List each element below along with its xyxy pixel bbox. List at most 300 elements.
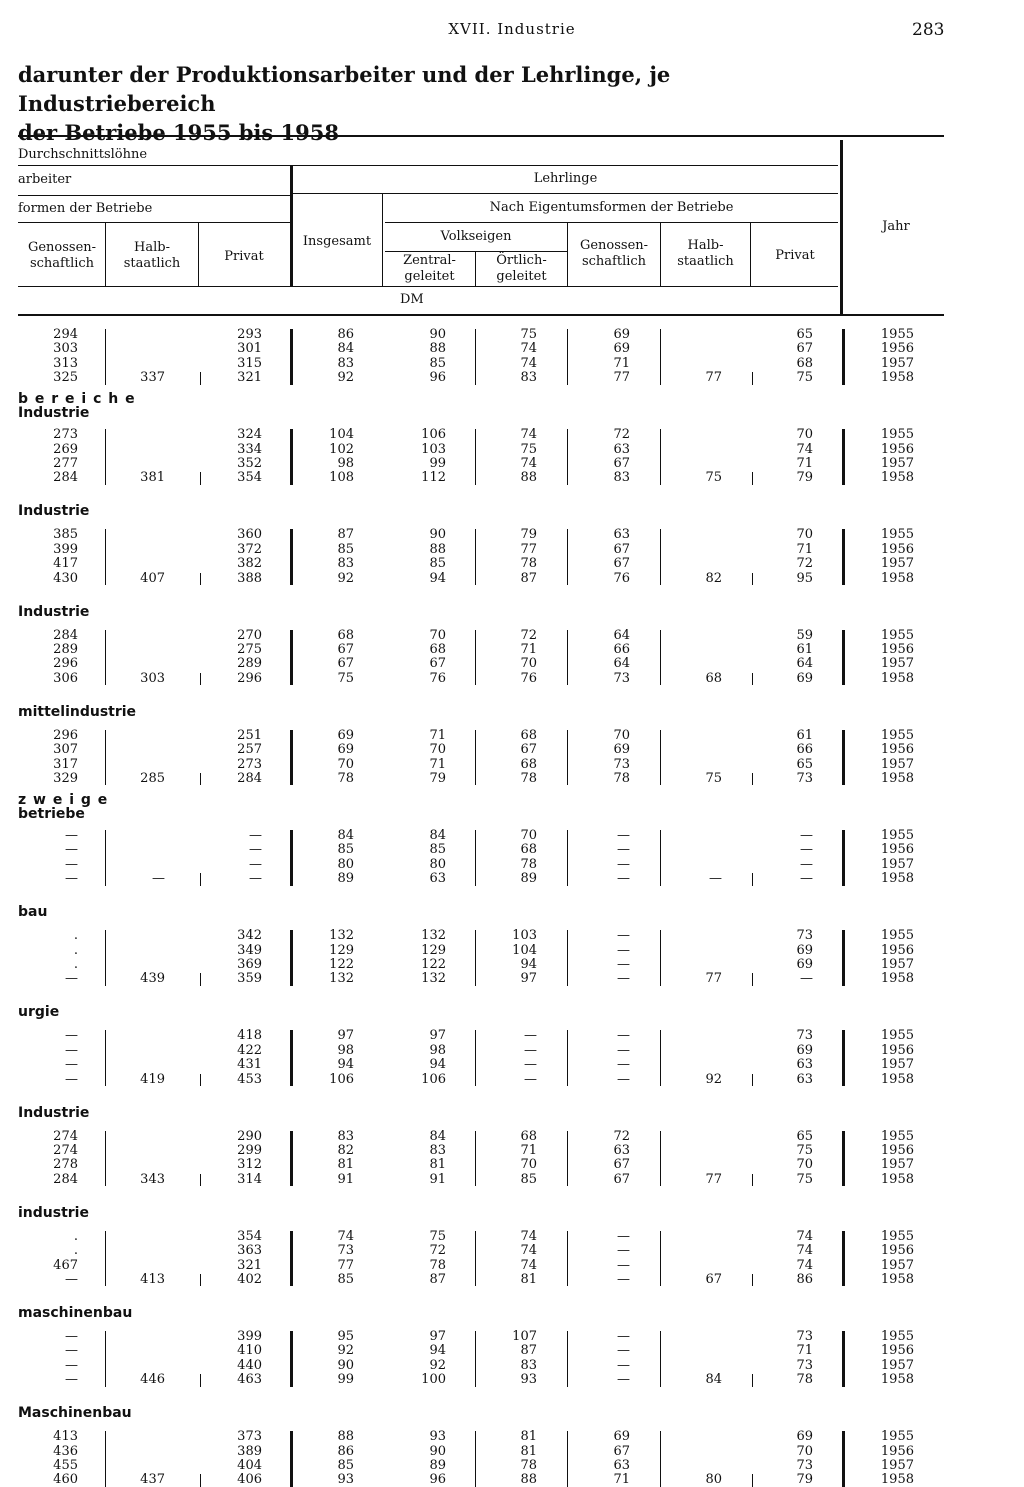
cell-arbeiter-halbstaatlich: 419 (140, 1071, 165, 1087)
cell-lehrlinge-genossenschaftlich: — (617, 871, 630, 887)
cell-lehrlinge-insgesamt: 83 (337, 1128, 354, 1144)
cell-arbeiter-privat: 275 (237, 642, 262, 657)
column-rule-thick (290, 1030, 293, 1086)
cell-lehrlinge-genossenschaftlich: 73 (613, 670, 630, 686)
section-label (18, 1106, 89, 1120)
cell-jahr: 1956 (880, 842, 914, 858)
cell-lehrlinge-privat: 75 (796, 1171, 813, 1187)
cell-lehrlinge-privat: 74 (796, 441, 813, 457)
cell-arbeiter-halbstaatlich: 343 (140, 1171, 165, 1187)
cell-lehrlinge-privat: 73 (796, 1028, 813, 1044)
cell-lehrlinge-insgesamt: 98 (337, 456, 354, 471)
section-label (18, 1406, 132, 1420)
cell-arbeiter-privat: 290 (237, 1128, 262, 1144)
column-rule-thick (842, 930, 845, 986)
cell-lehrlinge-insgesamt: 84 (337, 341, 354, 357)
cell-lehrlinge-oertlichgeleitet: 70 (520, 828, 537, 843)
cell-lehrlinge-insgesamt: 74 (337, 1228, 354, 1244)
cell-lehrlinge-zentralgeleitet: 71 (429, 756, 446, 772)
column-rule (475, 1231, 476, 1287)
cell-arbeiter-privat: 418 (237, 1028, 262, 1044)
split-rule (200, 873, 201, 885)
cell-arbeiter-genossenschaftlich: 307 (53, 742, 78, 758)
cell-jahr: 1957 (880, 355, 914, 371)
cell-arbeiter-privat: 369 (237, 957, 262, 972)
cell-arbeiter-genossenschaftlich: 274 (53, 1143, 78, 1158)
cell-lehrlinge-zentralgeleitet: 99 (429, 456, 446, 471)
cell-lehrlinge-genossenschaftlich: 63 (613, 1143, 630, 1158)
cell-arbeiter-genossenschaftlich: — (65, 1329, 78, 1344)
column-rule-thick (290, 930, 293, 986)
cell-lehrlinge-genossenschaftlich: — (617, 1257, 630, 1273)
cell-lehrlinge-zentralgeleitet: 122 (421, 957, 446, 972)
cell-jahr: 1957 (880, 856, 914, 872)
cell-lehrlinge-oertlichgeleitet: 87 (520, 570, 537, 586)
cell-arbeiter-genossenschaftlich: . (73, 928, 78, 944)
cell-lehrlinge-genossenschaftlich: 72 (613, 427, 630, 443)
cell-jahr: 1958 (880, 570, 914, 586)
cell-jahr: 1958 (880, 1272, 914, 1287)
cell-arbeiter-privat: 402 (237, 1272, 262, 1287)
cell-lehrlinge-oertlichgeleitet: 103 (512, 928, 537, 944)
cell-arbeiter-privat: 388 (237, 570, 262, 586)
cell-lehrlinge-genossenschaftlich: — (617, 1071, 630, 1087)
section-label (18, 605, 89, 619)
cell-lehrlinge-genossenschaftlich: 66 (613, 642, 630, 657)
cell-lehrlinge-zentralgeleitet: 76 (429, 670, 446, 686)
cell-arbeiter-privat: 284 (237, 771, 262, 786)
cell-lehrlinge-oertlichgeleitet: 107 (512, 1329, 537, 1344)
cell-lehrlinge-genossenschaftlich: — (617, 842, 630, 858)
cell-jahr: 1957 (880, 1157, 914, 1173)
cell-lehrlinge-privat: — (800, 828, 813, 843)
column-rule-thick (842, 630, 845, 686)
column-rule (567, 830, 568, 886)
cell-lehrlinge-zentralgeleitet: 90 (429, 1443, 446, 1459)
cell-arbeiter-genossenschaftlich: . (73, 942, 78, 958)
cell-arbeiter-privat: 273 (237, 756, 262, 772)
split-rule (752, 472, 753, 484)
cell-lehrlinge-zentralgeleitet: 72 (429, 1243, 446, 1259)
cell-lehrlinge-oertlichgeleitet: 74 (520, 341, 537, 357)
cell-arbeiter-genossenschaftlich: — (65, 871, 78, 887)
cell-arbeiter-genossenschaftlich: 417 (53, 556, 78, 572)
cell-arbeiter-genossenschaftlich: 296 (53, 727, 78, 743)
split-rule (200, 673, 201, 685)
cell-lehrlinge-oertlichgeleitet: 75 (520, 327, 537, 342)
cell-arbeiter-privat: 352 (237, 456, 262, 471)
cell-lehrlinge-privat: 66 (796, 742, 813, 758)
cell-jahr: 1958 (880, 771, 914, 786)
cell-lehrlinge-privat: 69 (796, 1042, 813, 1058)
column-rule (660, 930, 661, 986)
cell-lehrlinge-zentralgeleitet: 103 (421, 441, 446, 457)
table-title-line-1: darunter der Produktionsarbeiter und der Lehrlinge, je Industriebereich (18, 62, 671, 116)
cell-lehrlinge-privat: 70 (796, 527, 813, 543)
column-rule-thick (290, 630, 293, 686)
cell-lehrlinge-oertlichgeleitet: 88 (520, 1472, 537, 1487)
column-rule (475, 830, 476, 886)
cell-lehrlinge-insgesamt: 92 (337, 1343, 354, 1359)
cell-lehrlinge-genossenschaftlich: — (617, 971, 630, 987)
cell-lehrlinge-oertlichgeleitet: 74 (520, 427, 537, 443)
cell-lehrlinge-insgesamt: 132 (329, 971, 354, 987)
split-rule (200, 472, 201, 484)
cell-arbeiter-privat: 334 (237, 441, 262, 457)
column-rule (567, 1331, 568, 1387)
cell-lehrlinge-genossenschaftlich: — (617, 942, 630, 958)
cell-arbeiter-privat: 422 (237, 1042, 262, 1058)
cell-arbeiter-privat: 431 (237, 1057, 262, 1073)
column-rule-thick (290, 329, 293, 385)
column-rule-thick (842, 1131, 845, 1187)
cell-arbeiter-privat: 270 (237, 627, 262, 643)
column-rule-thick (842, 529, 845, 585)
cell-lehrlinge-zentralgeleitet: 68 (429, 642, 446, 657)
cell-lehrlinge-genossenschaftlich: — (617, 1028, 630, 1044)
column-rule (567, 529, 568, 585)
column-rule (475, 1431, 476, 1487)
column-rule (567, 329, 568, 385)
cell-lehrlinge-genossenschaftlich: 69 (613, 341, 630, 357)
cell-arbeiter-genossenschaftlich: . (73, 957, 78, 972)
cell-jahr: 1958 (880, 1171, 914, 1187)
column-rule-thick (842, 1030, 845, 1086)
section-label-line: Industrie (18, 1104, 90, 1121)
cell-arbeiter-genossenschaftlich: — (65, 1357, 78, 1373)
cell-lehrlinge-genossenschaftlich: 67 (613, 556, 630, 572)
cell-arbeiter-genossenschaftlich: — (65, 1343, 78, 1359)
cell-lehrlinge-insgesamt: 85 (337, 541, 354, 557)
split-rule (752, 1074, 753, 1086)
cell-arbeiter-privat: 289 (237, 656, 262, 672)
cell-jahr: 1955 (880, 1429, 914, 1445)
cell-lehrlinge-privat: 65 (796, 1128, 813, 1144)
cell-arbeiter-genossenschaftlich: 317 (53, 756, 78, 772)
column-rule (105, 1030, 106, 1086)
cell-lehrlinge-insgesamt: 77 (337, 1257, 354, 1273)
cell-lehrlinge-oertlichgeleitet: 68 (520, 756, 537, 772)
column-rule (105, 830, 106, 886)
cell-lehrlinge-privat: 69 (796, 942, 813, 958)
cell-lehrlinge-genossenschaftlich: 76 (613, 570, 630, 586)
section-label (18, 705, 136, 719)
cell-lehrlinge-zentralgeleitet: 70 (429, 627, 446, 643)
cell-lehrlinge-halbstaatlich: 84 (705, 1372, 722, 1388)
header-jahr: Jahr (882, 219, 910, 234)
cell-lehrlinge-halbstaatlich: 80 (705, 1472, 722, 1487)
cell-lehrlinge-privat: — (800, 871, 813, 887)
header-oertlichgeleitet: Örtlich- geleitet (496, 253, 547, 284)
cell-lehrlinge-privat: 64 (796, 656, 813, 672)
cell-jahr: 1955 (880, 727, 914, 743)
cell-lehrlinge-zentralgeleitet: 88 (429, 541, 446, 557)
cell-lehrlinge-genossenschaftlich: — (617, 1057, 630, 1073)
column-rule-thick (842, 1331, 845, 1387)
section-label-line: industrie (18, 1204, 89, 1221)
cell-lehrlinge-genossenschaftlich: 71 (613, 355, 630, 371)
split-rule (200, 573, 201, 585)
cell-jahr: 1955 (880, 627, 914, 643)
cell-lehrlinge-insgesamt: 85 (337, 1458, 354, 1473)
column-rule (105, 1431, 106, 1487)
header-halbstaatlich: Halb- staatlich (123, 240, 181, 271)
column-rule (567, 630, 568, 686)
cell-arbeiter-halbstaatlich: — (152, 871, 165, 887)
split-rule (752, 873, 753, 885)
cell-arbeiter-genossenschaftlich: 455 (53, 1458, 78, 1473)
cell-lehrlinge-insgesamt: 92 (337, 570, 354, 586)
cell-arbeiter-genossenschaftlich: 430 (53, 570, 78, 586)
column-rule (105, 730, 106, 786)
column-rule (475, 630, 476, 686)
cell-lehrlinge-genossenschaftlich: — (617, 1329, 630, 1344)
cell-lehrlinge-zentralgeleitet: 89 (429, 1458, 446, 1473)
split-rule (752, 1474, 753, 1486)
section-label-line: b e r e i c h e (18, 391, 136, 408)
cell-lehrlinge-insgesamt: 83 (337, 355, 354, 371)
column-rule (660, 730, 661, 786)
cell-lehrlinge-genossenschaftlich: — (617, 856, 630, 872)
cell-lehrlinge-insgesamt: 86 (337, 327, 354, 342)
cell-jahr: 1956 (880, 341, 914, 357)
column-rule (105, 1331, 106, 1387)
cell-lehrlinge-zentralgeleitet: 75 (429, 1228, 446, 1244)
cell-jahr: 1955 (880, 427, 914, 443)
cell-arbeiter-genossenschaftlich: . (73, 1228, 78, 1244)
section-label-line: mittelindustrie (18, 703, 137, 720)
cell-lehrlinge-oertlichgeleitet: 75 (520, 441, 537, 457)
cell-lehrlinge-oertlichgeleitet: 94 (520, 957, 537, 972)
section-label (18, 1306, 132, 1320)
cell-lehrlinge-zentralgeleitet: 91 (429, 1171, 446, 1187)
column-rule (660, 1331, 661, 1387)
cell-arbeiter-halbstaatlich: 437 (140, 1472, 165, 1487)
cell-lehrlinge-oertlichgeleitet: 70 (520, 1157, 537, 1173)
cell-lehrlinge-oertlichgeleitet: 104 (512, 942, 537, 958)
cell-arbeiter-privat: 354 (237, 470, 262, 486)
cell-lehrlinge-oertlichgeleitet: 83 (520, 1357, 537, 1373)
cell-lehrlinge-zentralgeleitet: 84 (429, 1128, 446, 1144)
cell-arbeiter-privat: 389 (237, 1443, 262, 1459)
cell-lehrlinge-insgesamt: 78 (337, 771, 354, 786)
section-label-line: maschinenbau (18, 1305, 133, 1321)
column-rule-thick (842, 329, 845, 385)
cell-lehrlinge-oertlichgeleitet: — (524, 1028, 537, 1044)
cell-jahr: 1955 (880, 1128, 914, 1144)
cell-lehrlinge-genossenschaftlich: 63 (613, 527, 630, 543)
column-rule (105, 1131, 106, 1187)
column-rule (475, 529, 476, 585)
column-rule (475, 429, 476, 485)
cell-lehrlinge-halbstaatlich: — (709, 871, 722, 887)
column-rule (475, 930, 476, 986)
column-rule (105, 1231, 106, 1287)
column-rule-thick (290, 830, 293, 886)
cell-lehrlinge-genossenschaftlich: 63 (613, 1458, 630, 1473)
section-label-line: Industrie (18, 603, 90, 620)
header-l-halbstaatlich: Halb- staatlich (677, 238, 734, 269)
cell-lehrlinge-halbstaatlich: 82 (705, 570, 722, 586)
header-l-privat: Privat (775, 248, 815, 263)
cell-arbeiter-genossenschaftlich: — (65, 971, 78, 987)
cell-lehrlinge-insgesamt: 86 (337, 1443, 354, 1459)
cell-jahr: 1957 (880, 1257, 914, 1273)
split-rule (752, 673, 753, 685)
cell-lehrlinge-oertlichgeleitet: 68 (520, 727, 537, 743)
cell-arbeiter-privat: — (249, 871, 262, 887)
cell-lehrlinge-privat: 79 (796, 1472, 813, 1487)
cell-lehrlinge-oertlichgeleitet: 76 (520, 670, 537, 686)
cell-arbeiter-privat: 463 (237, 1372, 262, 1388)
column-rule (660, 1231, 661, 1287)
cell-jahr: 1958 (880, 1372, 914, 1388)
cell-arbeiter-privat: 399 (237, 1329, 262, 1344)
cell-lehrlinge-zentralgeleitet: 98 (429, 1042, 446, 1058)
cell-lehrlinge-privat: 59 (796, 627, 813, 643)
cell-lehrlinge-oertlichgeleitet: 68 (520, 842, 537, 858)
cell-jahr: 1957 (880, 756, 914, 772)
cell-arbeiter-halbstaatlich: 303 (140, 670, 165, 686)
cell-arbeiter-genossenschaftlich: 385 (53, 527, 78, 543)
cell-lehrlinge-oertlichgeleitet: 79 (520, 527, 537, 543)
cell-lehrlinge-privat: 72 (796, 556, 813, 572)
cell-jahr: 1958 (880, 871, 914, 887)
cell-lehrlinge-insgesamt: 97 (337, 1028, 354, 1044)
section-label (18, 905, 47, 919)
cell-lehrlinge-genossenschaftlich: — (617, 1042, 630, 1058)
column-rule-thick (290, 1131, 293, 1187)
cell-lehrlinge-halbstaatlich: 77 (705, 971, 722, 987)
cell-lehrlinge-privat: 73 (796, 1357, 813, 1373)
cell-lehrlinge-zentralgeleitet: 96 (429, 1472, 446, 1487)
cell-lehrlinge-genossenschaftlich: 70 (613, 727, 630, 743)
header-insgesamt: Insgesamt (302, 234, 372, 249)
cell-lehrlinge-oertlichgeleitet: 71 (520, 1143, 537, 1158)
cell-arbeiter-privat: 321 (237, 370, 262, 386)
cell-arbeiter-privat: 360 (237, 527, 262, 543)
cell-lehrlinge-zentralgeleitet: 83 (429, 1143, 446, 1158)
cell-lehrlinge-privat: 78 (796, 1372, 813, 1388)
cell-lehrlinge-halbstaatlich: 67 (705, 1272, 722, 1287)
cell-lehrlinge-privat: 70 (796, 427, 813, 443)
cell-arbeiter-privat: 359 (237, 971, 262, 987)
cell-lehrlinge-zentralgeleitet: 92 (429, 1357, 446, 1373)
cell-lehrlinge-insgesamt: 69 (337, 742, 354, 758)
cell-arbeiter-genossenschaftlich: — (65, 842, 78, 858)
cell-arbeiter-privat: 296 (237, 670, 262, 686)
header-lehrlinge: Lehrlinge (533, 171, 598, 186)
column-rule-thick (842, 1231, 845, 1287)
cell-arbeiter-genossenschaftlich: 273 (53, 427, 78, 443)
cell-lehrlinge-privat: 70 (796, 1443, 813, 1459)
cell-lehrlinge-insgesamt: 90 (337, 1357, 354, 1373)
cell-lehrlinge-genossenschaftlich: 69 (613, 327, 630, 342)
split-rule (752, 1274, 753, 1286)
cell-lehrlinge-insgesamt: 84 (337, 828, 354, 843)
cell-jahr: 1955 (880, 1028, 914, 1044)
cell-lehrlinge-privat: 71 (796, 541, 813, 557)
cell-lehrlinge-genossenschaftlich: 67 (613, 1443, 630, 1459)
cell-jahr: 1956 (880, 742, 914, 758)
cell-arbeiter-privat: 315 (237, 355, 262, 371)
split-rule (200, 372, 201, 384)
cell-lehrlinge-zentralgeleitet: 88 (429, 341, 446, 357)
cell-jahr: 1955 (880, 828, 914, 843)
cell-lehrlinge-zentralgeleitet: 70 (429, 742, 446, 758)
cell-lehrlinge-genossenschaftlich: 78 (613, 771, 630, 786)
cell-lehrlinge-oertlichgeleitet: 74 (520, 1257, 537, 1273)
split-rule (752, 1374, 753, 1386)
cell-lehrlinge-privat: 73 (796, 1458, 813, 1473)
split-rule (752, 1174, 753, 1186)
cell-lehrlinge-genossenschaftlich: — (617, 1343, 630, 1359)
cell-lehrlinge-insgesamt: 87 (337, 527, 354, 543)
cell-lehrlinge-genossenschaftlich: 64 (613, 656, 630, 672)
cell-lehrlinge-zentralgeleitet: 129 (421, 942, 446, 958)
cell-lehrlinge-zentralgeleitet: 79 (429, 771, 446, 786)
cell-lehrlinge-insgesamt: 129 (329, 942, 354, 958)
cell-arbeiter-privat: 372 (237, 541, 262, 557)
cell-lehrlinge-zentralgeleitet: 90 (429, 527, 446, 543)
cell-lehrlinge-zentralgeleitet: 67 (429, 656, 446, 672)
cell-lehrlinge-oertlichgeleitet: 74 (520, 1228, 537, 1244)
column-rule (660, 1030, 661, 1086)
section-label-line: Industrie (18, 405, 90, 422)
header-l-genossenschaftlich: Genossen- schaftlich (579, 238, 649, 269)
cell-lehrlinge-insgesamt: 73 (337, 1243, 354, 1259)
cell-lehrlinge-genossenschaftlich: 69 (613, 1429, 630, 1445)
cell-jahr: 1955 (880, 1228, 914, 1244)
cell-jahr: 1956 (880, 1143, 914, 1158)
cell-jahr: 1957 (880, 957, 914, 972)
cell-arbeiter-privat: 342 (237, 928, 262, 944)
cell-jahr: 1956 (880, 642, 914, 657)
cell-lehrlinge-insgesamt: 91 (337, 1171, 354, 1187)
cell-arbeiter-genossenschaftlich: 325 (53, 370, 78, 386)
column-rule (567, 1131, 568, 1187)
cell-lehrlinge-genossenschaftlich: 67 (613, 1171, 630, 1187)
cell-lehrlinge-genossenschaftlich: 77 (613, 370, 630, 386)
cell-lehrlinge-insgesamt: 83 (337, 556, 354, 572)
column-rule (475, 1331, 476, 1387)
cell-lehrlinge-insgesamt: 102 (329, 441, 354, 457)
cell-lehrlinge-oertlichgeleitet: 74 (520, 1243, 537, 1259)
column-rule-thick (290, 730, 293, 786)
cell-lehrlinge-insgesamt: 93 (337, 1472, 354, 1487)
cell-arbeiter-privat: 314 (237, 1171, 262, 1187)
section-label-line: Industrie (18, 503, 90, 520)
cell-lehrlinge-genossenschaftlich: — (617, 928, 630, 944)
cell-arbeiter-halbstaatlich: 407 (140, 570, 165, 586)
column-rule (567, 1030, 568, 1086)
cell-lehrlinge-privat: — (800, 842, 813, 858)
cell-lehrlinge-genossenschaftlich: 64 (613, 627, 630, 643)
cell-arbeiter-privat: 382 (237, 556, 262, 572)
cell-lehrlinge-genossenschaftlich: — (617, 1272, 630, 1287)
cell-lehrlinge-halbstaatlich: 77 (705, 370, 722, 386)
cell-lehrlinge-privat: 73 (796, 771, 813, 786)
cell-jahr: 1955 (880, 327, 914, 342)
column-rule-thick (290, 1231, 293, 1287)
cell-lehrlinge-oertlichgeleitet: — (524, 1071, 537, 1087)
cell-lehrlinge-privat: 69 (796, 1429, 813, 1445)
cell-lehrlinge-genossenschaftlich: 83 (613, 470, 630, 486)
cell-lehrlinge-oertlichgeleitet: 67 (520, 742, 537, 758)
column-rule (660, 429, 661, 485)
cell-lehrlinge-zentralgeleitet: 78 (429, 1257, 446, 1273)
column-rule-thick (842, 1431, 845, 1487)
